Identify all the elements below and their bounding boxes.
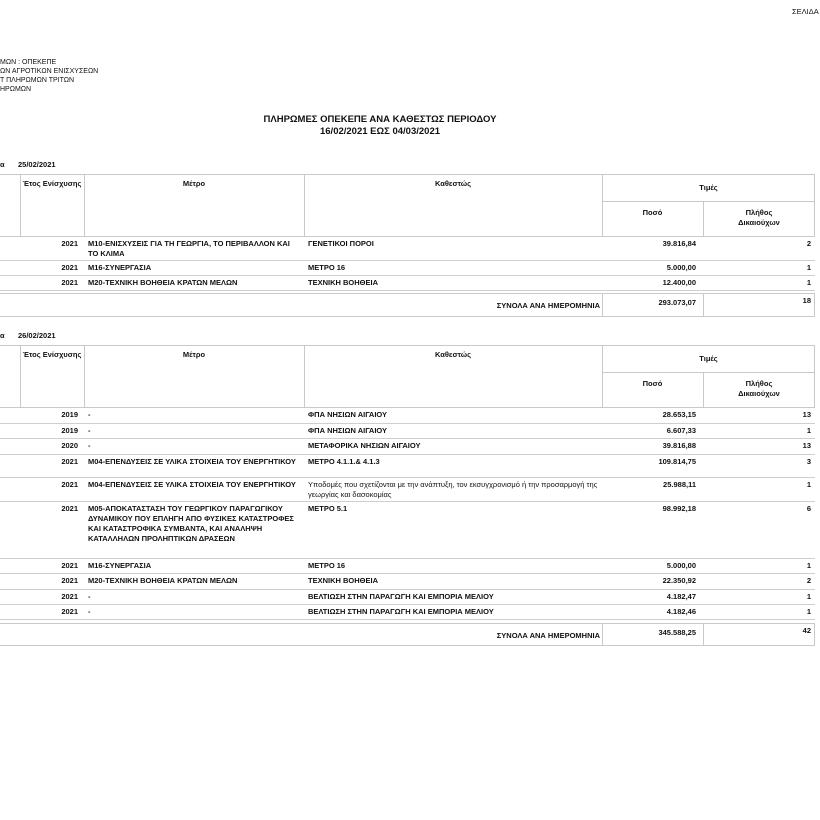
row-measure: - bbox=[88, 607, 91, 616]
row-measure: - bbox=[88, 592, 91, 601]
report-period: 16/02/2021 ΕΩΣ 04/03/2021 bbox=[319, 126, 441, 137]
header-line-1: ΜΩΝ : ΟΠΕΚΕΠΕ bbox=[0, 59, 57, 66]
row-amount: 4.182,47 bbox=[666, 592, 696, 601]
row-scheme: ΜΕΤΑΦΟΡΙΚΑ ΝΗΣΙΩΝ ΑΙΓΑΙΟΥ bbox=[308, 441, 421, 450]
row-amount: 109.814,75 bbox=[658, 457, 696, 466]
table-row bbox=[0, 478, 815, 502]
col-amount-header: Ποσό bbox=[642, 208, 663, 217]
row-amount: 98.992,18 bbox=[662, 504, 696, 513]
col-amount-header: Ποσό bbox=[642, 379, 663, 388]
row-count: 1 bbox=[806, 480, 811, 489]
section-date bbox=[0, 160, 56, 169]
date-value: 25/02/2021 bbox=[18, 160, 56, 169]
row-amount: 6.607,33 bbox=[666, 426, 696, 435]
row-count: 6 bbox=[806, 504, 811, 513]
row-measure: - bbox=[88, 410, 91, 419]
row-count: 1 bbox=[806, 607, 811, 616]
date-value: 26/02/2021 bbox=[18, 331, 56, 340]
table-row bbox=[0, 424, 815, 439]
total-count: 42 bbox=[802, 626, 811, 635]
row-count: 13 bbox=[802, 410, 811, 419]
table-row bbox=[0, 455, 815, 478]
row-scheme: ΒΕΛΤΙΩΣΗ ΣΤΗΝ ΠΑΡΑΓΩΓΗ ΚΑΙ ΕΜΠΟΡΙΑ ΜΕΛΙΟΥ bbox=[308, 607, 494, 616]
row-measure: M20-ΤΕΧΝΙΚΗ ΒΟΗΘΕΙΑ ΚΡΑΤΩΝ ΜΕΛΩΝ bbox=[88, 576, 238, 585]
table-row bbox=[0, 574, 815, 590]
row-amount: 39.816,88 bbox=[662, 441, 696, 450]
date-prefix: α bbox=[0, 160, 5, 169]
table-row bbox=[0, 605, 815, 620]
row-measure: M04-ΕΠΕΝΔΥΣΕΙΣ ΣΕ ΥΛΙΚΑ ΣΤΟΙΧΕΙΑ ΤΟΥ ΕΝΕΡΓΗΤΙΚΟΥ bbox=[88, 457, 296, 466]
table-row bbox=[0, 590, 815, 605]
row-scheme: ΦΠΑ ΝΗΣΙΩΝ ΑΙΓΑΙΟΥ bbox=[308, 426, 388, 435]
row-count: 1 bbox=[806, 278, 811, 287]
col-year-header: Έτος Ενίσχυσης bbox=[22, 350, 82, 359]
row-scheme: ΦΠΑ ΝΗΣΙΩΝ ΑΙΓΑΙΟΥ bbox=[308, 410, 388, 419]
row-amount: 5.000,00 bbox=[666, 561, 696, 570]
row-amount: 25.988,11 bbox=[663, 480, 696, 489]
row-measure: M16-ΣΥΝΕΡΓΑΣΙΑ bbox=[88, 263, 152, 272]
header-line-2: ΩΝ ΑΓΡΟΤΙΚΩΝ ΕΝΙΣΧΥΣΕΩΝ bbox=[0, 68, 99, 75]
row-scheme: ΜΕΤΡΟ 4.1.1.& 4.1.3 bbox=[308, 457, 380, 466]
table-row bbox=[0, 261, 815, 276]
row-amount: 12.400,00 bbox=[662, 278, 696, 287]
row-year: 2021 bbox=[61, 278, 78, 287]
row-scheme: ΤΕΧΝΙΚΗ ΒΟΗΘΕΙΑ bbox=[308, 278, 379, 287]
row-year: 2021 bbox=[61, 457, 78, 466]
row-measure: M16-ΣΥΝΕΡΓΑΣΙΑ bbox=[88, 561, 152, 570]
row-year: 2021 bbox=[61, 480, 78, 489]
row-amount: 39.816,84 bbox=[662, 239, 696, 248]
row-scheme: ΜΕΤΡΟ 16 bbox=[308, 263, 346, 272]
row-year: 2021 bbox=[61, 607, 78, 616]
row-scheme: ΜΕΤΡΟ 16 bbox=[308, 561, 346, 570]
table-row bbox=[0, 559, 815, 574]
row-count: 1 bbox=[806, 561, 811, 570]
row-amount: 28.653,15 bbox=[662, 410, 696, 419]
table-row bbox=[0, 502, 815, 559]
col-measure-header: Μέτρο bbox=[182, 350, 206, 359]
row-measure: M04-ΕΠΕΝΔΥΣΕΙΣ ΣΕ ΥΛΙΚΑ ΣΤΟΙΧΕΙΑ ΤΟΥ ΕΝΕΡΓΗΤΙΚΟΥ bbox=[88, 480, 296, 489]
col-scheme-header: Καθεστώς bbox=[435, 350, 471, 359]
row-year: 2021 bbox=[61, 561, 78, 570]
row-count: 2 bbox=[806, 576, 811, 585]
total-amount: 293.073,07 bbox=[658, 298, 696, 307]
header-line-4: ΗΡΩΜΩΝ bbox=[0, 86, 32, 93]
row-measure: M20-ΤΕΧΝΙΚΗ ΒΟΗΘΕΙΑ ΚΡΑΤΩΝ ΜΕΛΩΝ bbox=[88, 278, 238, 287]
page-label: ΣΕΛΙΔΑ bbox=[792, 7, 819, 16]
table-row bbox=[0, 439, 815, 455]
header-line-3: Τ ΠΛΗΡΩΜΩΝ ΤΡΙΤΩΝ bbox=[0, 77, 75, 84]
row-scheme: ΒΕΛΤΙΩΣΗ ΣΤΗΝ ΠΑΡΑΓΩΓΗ ΚΑΙ ΕΜΠΟΡΙΑ ΜΕΛΙΟΥ bbox=[308, 592, 494, 601]
row-year: 2021 bbox=[61, 504, 78, 513]
row-measure: - bbox=[88, 441, 91, 450]
col-scheme-header: Καθεστώς bbox=[435, 179, 471, 188]
row-count: 3 bbox=[806, 457, 811, 466]
row-scheme: ΤΕΧΝΙΚΗ ΒΟΗΘΕΙΑ bbox=[308, 576, 379, 585]
row-year: 2020 bbox=[61, 441, 78, 450]
row-year: 2021 bbox=[61, 576, 78, 585]
col-values-header: Τιμές bbox=[699, 183, 718, 192]
col-values-header: Τιμές bbox=[699, 354, 718, 363]
row-year: 2019 bbox=[61, 410, 78, 419]
total-amount: 345.588,25 bbox=[658, 628, 696, 637]
report-title: ΠΛΗΡΩΜΕΣ ΟΠΕΚΕΠΕ ΑΝΑ ΚΑΘΕΣΤΩΣ ΠΕΡΙΟΔΟΥ bbox=[263, 114, 497, 125]
section-date bbox=[0, 331, 56, 340]
row-count: 1 bbox=[806, 263, 811, 272]
row-year: 2021 bbox=[61, 592, 78, 601]
row-year: 2019 bbox=[61, 426, 78, 435]
table-header bbox=[0, 345, 815, 408]
row-amount: 4.182,46 bbox=[666, 607, 696, 616]
table-row bbox=[0, 237, 815, 261]
col-year-header: Έτος Ενίσχυσης bbox=[22, 179, 82, 188]
col-beneficiaries-header: Πλήθος Δικαιούχων bbox=[738, 379, 780, 398]
row-scheme: ΓΕΝΕΤΙΚΟΙ ΠΟΡΟΙ bbox=[308, 239, 374, 248]
row-scheme: Υποδομές που σχετίζονται με την ανάπτυξη, τον εκσυγχρονισμό ή την προσαρμογή της γεωργίας και δασοκομίας bbox=[308, 480, 598, 499]
date-prefix: α bbox=[0, 331, 5, 340]
table-header bbox=[0, 174, 815, 237]
col-measure-header: Μέτρο bbox=[182, 179, 206, 188]
table-row bbox=[0, 276, 815, 291]
row-count: 2 bbox=[806, 239, 811, 248]
row-count: 13 bbox=[802, 441, 811, 450]
row-measure: M05-ΑΠΟΚΑΤΑΣΤΑΣΗ ΤΟΥ ΓΕΩΡΓΙΚΟΥ ΠΑΡΑΓΩΓΙΚΟΥ ΔΥΝΑΜΙΚΟΥ ΠΟΥ ΕΠΛΗΓΗ ΑΠΟ ΦΥΣΙΚΕΣ ΚΑΤΑΣΤΡΟΦΕΣ ΚΑΙ ΚΑΤΑΣΤΡΟΦΙΚΑ ΣΥΜΒΑΝΤΑ, ΚΑΙ ΑΝΑΛΗΨΗ ΚΑΤΑΛΛΗΛΩΝ ΠΡΟΛΗΠΤΙΚΩΝ ΔΡΑΣΕΩΝ bbox=[88, 504, 294, 543]
row-count: 1 bbox=[806, 592, 811, 601]
row-count: 1 bbox=[806, 426, 811, 435]
total-label: ΣΥΝΟΛΑ ΑΝΑ ΗΜΕΡΟΜΗΝΙΑ bbox=[496, 631, 600, 640]
section-total bbox=[0, 623, 815, 646]
col-beneficiaries-header: Πλήθος Δικαιούχων bbox=[738, 208, 780, 227]
table-row bbox=[0, 408, 815, 424]
row-amount: 5.000,00 bbox=[666, 263, 696, 272]
total-count: 18 bbox=[802, 296, 811, 305]
total-label: ΣΥΝΟΛΑ ΑΝΑ ΗΜΕΡΟΜΗΝΙΑ bbox=[496, 301, 600, 310]
section-total bbox=[0, 293, 815, 317]
row-measure: - bbox=[88, 426, 91, 435]
row-measure: M10-ΕΝΙΣΧΥΣΕΙΣ ΓΙΑ ΤΗ ΓΕΩΡΓΙΑ, ΤΟ ΠΕΡΙΒΑΛΛΟΝ ΚΑΙ ΤΟ ΚΛΙΜΑ bbox=[88, 239, 290, 258]
row-year: 2021 bbox=[61, 239, 78, 248]
row-amount: 22.350,92 bbox=[662, 576, 696, 585]
row-year: 2021 bbox=[61, 263, 78, 272]
row-scheme: ΜΕΤΡΟ 5.1 bbox=[308, 504, 348, 513]
